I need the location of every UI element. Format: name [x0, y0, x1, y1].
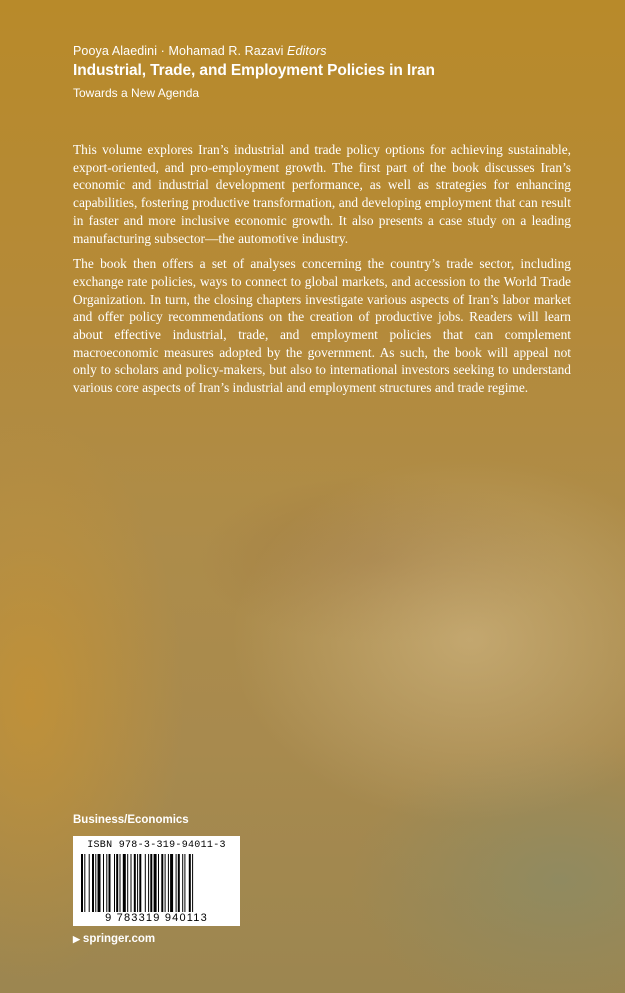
barcode-bar — [168, 854, 169, 912]
barcode-bar — [134, 854, 136, 912]
barcode-bar — [120, 854, 121, 912]
barcode-bar — [165, 854, 166, 912]
barcode-bar — [192, 854, 193, 912]
barcode-bar — [158, 854, 159, 912]
barcode-bar — [103, 854, 104, 912]
barcode-bar — [131, 854, 132, 912]
barcode-bar — [189, 854, 191, 912]
barcode-bar — [114, 854, 115, 912]
barcode-bar — [184, 854, 185, 912]
editors-role: Editors — [287, 44, 327, 58]
book-title: Industrial, Trade, and Employment Policies in Iran — [73, 62, 435, 79]
description-paragraph-2: The book then offers a set of analyses concerning the country’s trade sector, including exchange rate policies, ways to connect to global markets, and accession to the World Trade Organization. In turn, the closing chapters investigate various aspects of Iran’s labor market and offer policy recommendations on the creation of productive jobs. Readers will learn about effective industrial, trade, and employment policies that can complement macroeconomic measures adopted by the government. As such, the book will appeal not only to scholars and policy-makers, but also to international investors seeking to understand various core aspects of Iran’s industrial and employment structures and trade regime. — [73, 256, 571, 396]
barcode-bar — [127, 854, 128, 912]
barcode-bar — [81, 854, 83, 912]
barcode-bar — [95, 854, 96, 912]
triangle-right-icon: ▶ — [73, 934, 80, 944]
barcode-bar — [123, 854, 126, 912]
barcode-bar — [182, 854, 183, 912]
isbn-label: ISBN 978-3-319-94011-3 — [87, 840, 226, 851]
barcode-bar — [92, 854, 94, 912]
book-description — [73, 141, 571, 405]
barcode-bar — [148, 854, 149, 912]
barcode-digits: 9 783319 940113 — [105, 912, 208, 924]
barcode-bar — [106, 854, 107, 912]
barcode-bar — [139, 854, 141, 912]
barcode-bar — [176, 854, 177, 912]
isbn-barcode — [73, 836, 240, 926]
barcode-bar — [161, 854, 163, 912]
cover-header — [73, 44, 435, 100]
barcode-bar — [137, 854, 138, 912]
subject-category: Business/Economics — [73, 814, 189, 826]
barcode-bar — [89, 854, 90, 912]
publisher-link[interactable] — [73, 933, 155, 945]
book-subtitle: Towards a New Agenda — [73, 86, 200, 100]
barcode-bars — [81, 854, 232, 912]
barcode-bar — [145, 854, 146, 912]
description-paragraph-1: This volume explores Iran’s industrial and trade policy options for achieving sustainable, export-oriented, and pro-employment growth. The first part of the book discusses Iran’s economic and industrial development performance, as well as strategies for enhancing capabilities, fostering productive transformation, and developing employment that can result in faster and more inclusive economic growth. It also presents a case study on a leading manufacturing subsector—the automotive industry. — [73, 142, 571, 246]
editors-names: Pooya Alaedini · Mohamad R. Razavi — [73, 44, 284, 58]
editors-line — [73, 44, 435, 58]
barcode-bar — [116, 854, 118, 912]
barcode-bar — [84, 854, 85, 912]
barcode-bar — [170, 854, 173, 912]
barcode-bar — [150, 854, 152, 912]
publisher-link-text: springer.com — [82, 933, 156, 945]
barcode-bar — [154, 854, 157, 912]
barcode-bar — [98, 854, 101, 912]
barcode-bar — [109, 854, 111, 912]
barcode-bar — [178, 854, 180, 912]
